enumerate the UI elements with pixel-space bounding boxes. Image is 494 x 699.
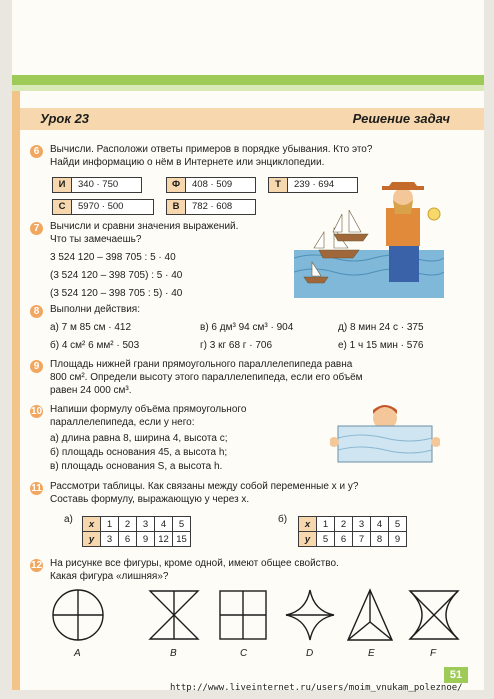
answer-letter: И: [53, 178, 72, 192]
table-label: а): [64, 514, 73, 525]
task-text: Какая фигура «лишняя»?: [50, 571, 169, 582]
table-cell: 3: [137, 517, 155, 532]
table-cell: 15: [173, 532, 191, 547]
figure-c: [220, 591, 266, 639]
answer-letter: Ф: [167, 178, 186, 192]
task-item: а) длина равна 8, ширина 4, высота c;: [50, 433, 228, 444]
task-item: г) 3 кг 68 г · 706: [200, 340, 273, 351]
figure-a: [53, 590, 103, 640]
task-text: равен 24 000 см³.: [50, 385, 132, 396]
task-text: Вычисли. Расположи ответы примеров в порядке убывания. Кто это?: [50, 144, 373, 155]
table-cell: 1: [101, 517, 119, 532]
expression: (3 524 120 – 398 705 : 5) · 40: [50, 288, 183, 299]
task-text: параллелепипеда, если у него:: [50, 417, 195, 428]
table-cell: 2: [335, 517, 353, 532]
figure-b: [150, 591, 198, 639]
lesson-title: Урок 23: [40, 111, 90, 126]
figure-label: A: [74, 648, 81, 659]
table-row: [83, 517, 191, 532]
table-cell: 5: [389, 517, 407, 532]
table-cell: 7: [353, 532, 371, 547]
top-strip: [12, 75, 484, 85]
table-cell: 9: [389, 532, 407, 547]
task-text: Составь формулу, выражающую y через x.: [50, 494, 250, 505]
left-margin-bar: [12, 91, 20, 690]
answer-letter: С: [53, 200, 72, 214]
task-item: е) 1 ч 15 мин · 576: [338, 340, 424, 351]
expression: 3 524 120 – 398 705 : 5 · 40: [50, 252, 176, 263]
aquarium-illustration: [330, 402, 440, 474]
table-b: [298, 516, 407, 547]
pirate-ships-illustration: [294, 180, 444, 300]
table-cell: 1: [317, 517, 335, 532]
figure-label: F: [430, 648, 437, 659]
answer-expression: 782 · 608: [192, 201, 233, 212]
task-number: 11: [31, 483, 42, 494]
task-item: в) площадь основания S, а высота h.: [50, 461, 223, 472]
task-text: Выполни действия:: [50, 304, 140, 315]
answer-box: [166, 177, 256, 193]
task-number: 8: [30, 305, 43, 318]
table-cell: y: [83, 532, 101, 547]
task-number: 9: [30, 360, 43, 373]
task-text: Рассмотри таблицы. Как связаны между собой переменные x и y?: [50, 481, 359, 492]
answer-box: [52, 199, 154, 215]
figure-e: [348, 590, 392, 640]
table-cell: 2: [119, 517, 137, 532]
task-item: д) 8 мин 24 с · 375: [338, 322, 424, 333]
task-number: 7: [30, 222, 43, 235]
table-cell: 9: [137, 532, 155, 547]
table-cell: 6: [119, 532, 137, 547]
table-cell: x: [83, 517, 101, 532]
lesson-topic: Решение задач: [352, 111, 450, 126]
task-number: 6: [30, 145, 43, 158]
task-text: Площадь нижней грани прямоугольного параллелепипеда равна: [50, 359, 353, 370]
answer-letter: Т: [269, 178, 288, 192]
task-text: На рисунке все фигуры, кроме одной, имеют общее свойство.: [50, 558, 339, 569]
table-cell: 8: [371, 532, 389, 547]
task-text: Что ты замечаешь?: [50, 234, 142, 245]
table-cell: 5: [173, 517, 191, 532]
task-text: 800 см². Определи высоту этого параллелепипеда, если его объём: [50, 372, 363, 383]
answer-expression: 239 · 694: [294, 179, 335, 190]
top-strip-light: [12, 85, 484, 91]
task-text: Напиши формулу объёма прямоугольного: [50, 404, 247, 415]
answer-expression: 340 · 750: [78, 179, 119, 190]
textbook-page: [12, 0, 484, 690]
figure-label: C: [240, 648, 248, 659]
table-row: [299, 532, 407, 547]
table-label: б): [278, 514, 288, 525]
answer-letter: В: [167, 200, 186, 214]
table-cell: 4: [371, 517, 389, 532]
table-a: [82, 516, 191, 547]
task-item: б) 4 см² 6 мм² · 503: [50, 340, 140, 351]
figure-label: B: [170, 648, 177, 659]
table-cell: 6: [335, 532, 353, 547]
page-number: 51: [444, 667, 468, 683]
table-cell: 3: [101, 532, 119, 547]
task-item: а) 7 м 85 см · 412: [50, 322, 132, 333]
table-cell: y: [299, 532, 317, 547]
task-text: Вычисли и сравни значения выражений.: [50, 221, 239, 232]
source-url[interactable]: http://www.liveinternet.ru/users/moim_vnukam_poleznoe/: [170, 683, 463, 693]
answer-expression: 5970 · 500: [78, 201, 124, 212]
figure-f: [410, 591, 458, 639]
table-cell: 5: [317, 532, 335, 547]
task-number: 12: [30, 560, 43, 571]
answer-expression: 408 · 509: [192, 179, 233, 190]
figures-row: [52, 588, 472, 644]
figure-label: D: [306, 648, 314, 659]
table-row: [83, 532, 191, 547]
answer-box: [166, 199, 256, 215]
figure-label: E: [368, 648, 375, 659]
table-cell: 4: [155, 517, 173, 532]
table-cell: 3: [353, 517, 371, 532]
task-number: 10: [30, 406, 43, 417]
task-item: б) площадь основания 45, а высота h;: [50, 447, 228, 458]
answer-box: [52, 177, 142, 193]
table-cell: 12: [155, 532, 173, 547]
task-item: в) 6 дм³ 94 см³ · 904: [200, 322, 294, 333]
table-cell: x: [299, 517, 317, 532]
figure-d: [286, 590, 334, 640]
expression: (3 524 120 – 398 705) : 5 · 40: [50, 270, 183, 281]
task-text: Найди информацию о нём в Интернете или энциклопедии.: [50, 157, 325, 168]
table-row: [299, 517, 407, 532]
